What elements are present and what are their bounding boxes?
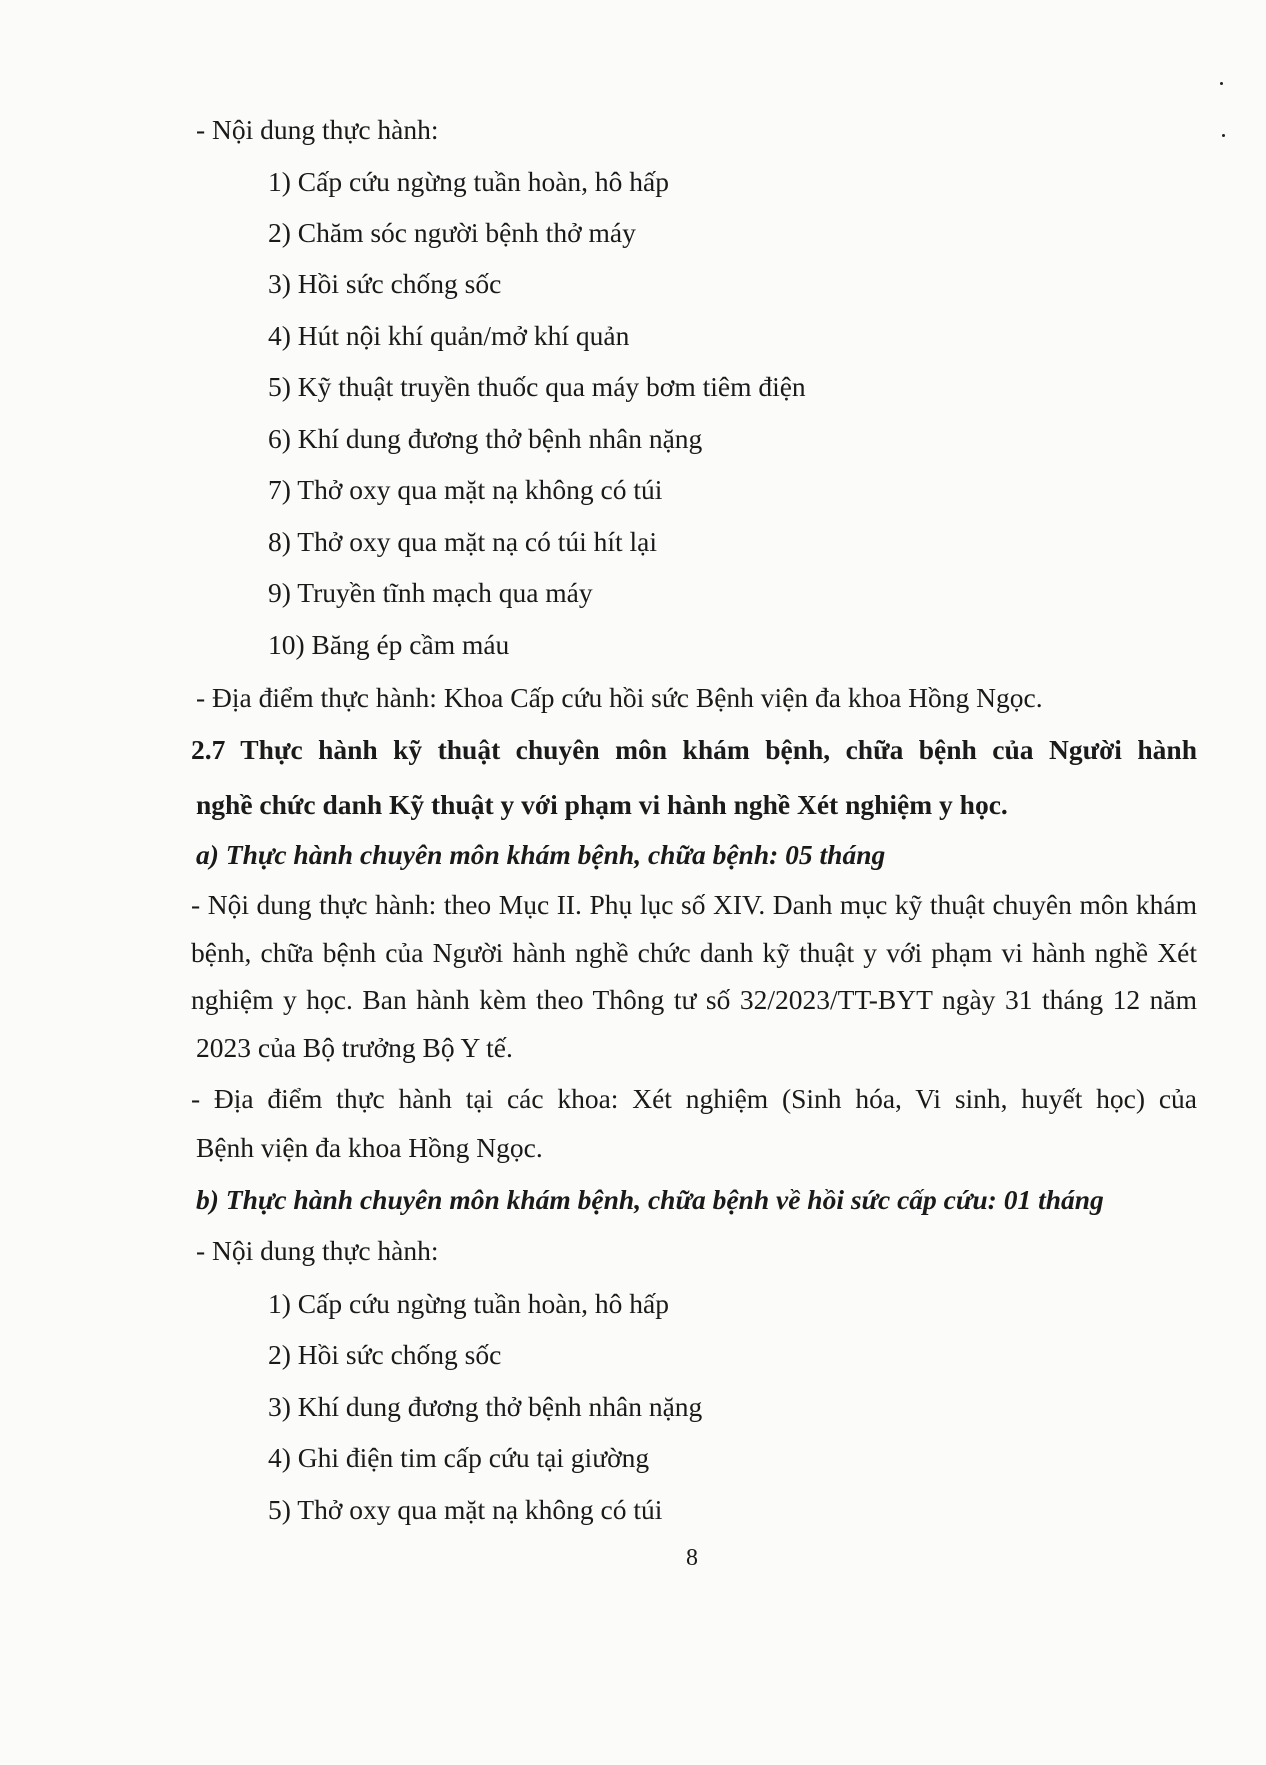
list-item: 1) Cấp cứu ngừng tuần hoàn, hô hấp bbox=[268, 166, 669, 197]
paragraph-line: Bệnh viện đa khoa Hồng Ngọc. bbox=[196, 1132, 543, 1163]
section-heading: 2.7 Thực hành kỹ thuật chuyên môn khám bệnh, chữa bệnh của Người hành bbox=[191, 734, 1197, 765]
list-item: 7) Thở oxy qua mặt nạ không có túi bbox=[268, 474, 663, 505]
list-item: 5) Kỹ thuật truyền thuốc qua máy bơm tiêm điện bbox=[268, 371, 806, 402]
subheading-b: b) Thực hành chuyên môn khám bệnh, chữa bệnh về hồi sức cấp cứu: 01 tháng bbox=[196, 1184, 1104, 1215]
practice-location: - Địa điểm thực hành: Khoa Cấp cứu hồi sức Bệnh viện đa khoa Hồng Ngọc. bbox=[196, 682, 1043, 713]
paragraph-line: - Địa điểm thực hành tại các khoa: Xét nghiệm (Sinh hóa, Vi sinh, huyết học) của bbox=[191, 1083, 1197, 1114]
list-item: 2) Hồi sức chống sốc bbox=[268, 1339, 502, 1370]
page-number: 8 bbox=[686, 1545, 698, 1571]
content-label: - Nội dung thực hành: bbox=[196, 114, 439, 145]
list-item: 2) Chăm sóc người bệnh thở máy bbox=[268, 217, 636, 248]
paragraph-line: - Nội dung thực hành: theo Mục II. Phụ lục số XIV. Danh mục kỹ thuật chuyên môn khám bbox=[191, 889, 1197, 920]
scan-speck bbox=[1220, 82, 1223, 85]
content-label: - Nội dung thực hành: bbox=[196, 1235, 439, 1266]
paragraph-line: nghiệm y học. Ban hành kèm theo Thông tư số 32/2023/TT-BYT ngày 31 tháng 12 năm bbox=[191, 984, 1197, 1015]
list-item: 1) Cấp cứu ngừng tuần hoàn, hô hấp bbox=[268, 1288, 669, 1319]
list-item: 9) Truyền tĩnh mạch qua máy bbox=[268, 577, 593, 608]
list-item: 5) Thở oxy qua mặt nạ không có túi bbox=[268, 1494, 663, 1525]
list-item: 4) Hút nội khí quản/mở khí quản bbox=[268, 320, 630, 351]
paragraph-line: bệnh, chữa bệnh của Người hành nghề chức danh kỹ thuật y với phạm vi hành nghề Xét bbox=[191, 937, 1197, 968]
list-item: 3) Hồi sức chống sốc bbox=[268, 268, 502, 299]
list-item: 3) Khí dung đương thở bệnh nhân nặng bbox=[268, 1391, 703, 1422]
list-item: 10) Băng ép cầm máu bbox=[268, 629, 510, 660]
section-heading-cont: nghề chức danh Kỹ thuật y với phạm vi hành nghề Xét nghiệm y học. bbox=[196, 789, 1008, 820]
list-item: 4) Ghi điện tim cấp cứu tại giường bbox=[268, 1442, 650, 1473]
subheading-a: a) Thực hành chuyên môn khám bệnh, chữa bệnh: 05 tháng bbox=[196, 839, 886, 870]
list-item: 6) Khí dung đương thở bệnh nhân nặng bbox=[268, 423, 703, 454]
scan-speck bbox=[1222, 134, 1225, 137]
paragraph-line: 2023 của Bộ trưởng Bộ Y tế. bbox=[196, 1032, 513, 1063]
list-item: 8) Thở oxy qua mặt nạ có túi hít lại bbox=[268, 526, 658, 557]
